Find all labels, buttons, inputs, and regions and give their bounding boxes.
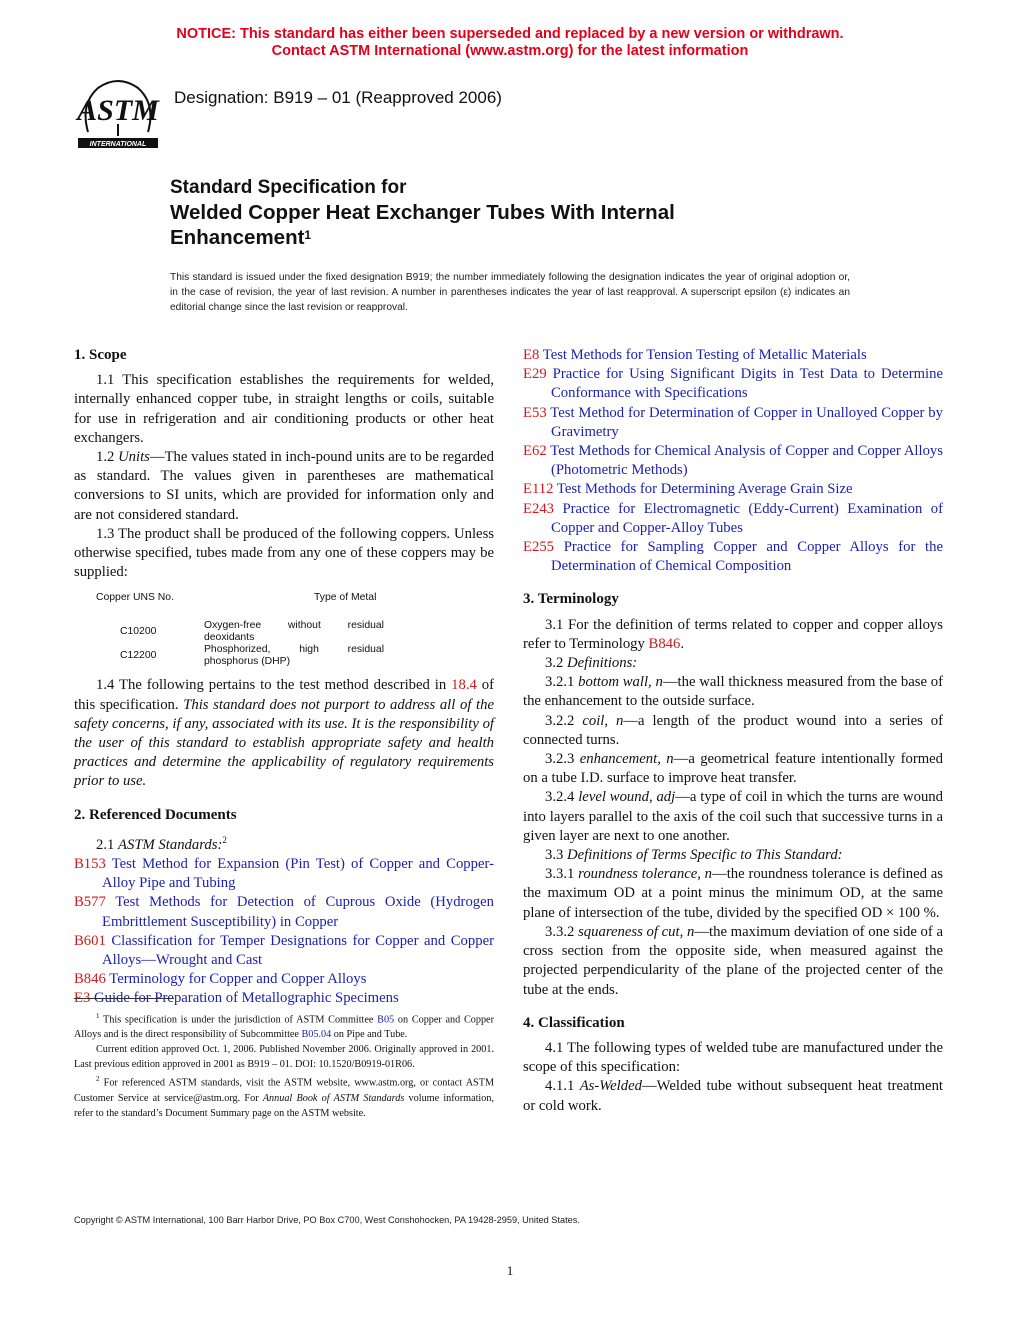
table-cell-type: Oxygen-free without residual deoxidants [204, 620, 384, 644]
definition-3-3-1: 3.3.1 roundness tolerance, n—the roundness tolerance is defined as the maximum OD at a point minus the minimum OD, at the same plane of intersection of the tube, divided by the specified OD × 100 %. [523, 866, 943, 921]
footnote-edition: Current edition approved Oct. 1, 2006. Published November 2006. Originally approved in 2001. Last previous edition approved in 2001 as B919 – 01. DOI: 10.1520/B0919-01R06. [74, 1044, 494, 1071]
definition-3-2-3: 3.2.3 enhancement, n—a geometrical feature intentionally formed on a tube I.D. surface to improve heat transfer. [523, 751, 944, 787]
footnote-1: $^1$ This specification is under the jurisdiction of ASTM Committee B05 on Copper and Copper Alloys and is the direct responsibility of Subcommittee B05.04 on Pipe and Tube. [74, 1012, 494, 1041]
reference-e3[interactable]: E3 Guide for Preparation of Metallographic Specimens [74, 990, 399, 1007]
paragraph-2-1: 2.1 ASTM Standards:$^2$ [96, 834, 227, 853]
reference-b601[interactable]: B601 Classification for Temper Designations for Copper and Copper Alloys—Wrought and Cast [74, 932, 495, 968]
table-cell-type: Phosphorized, high residual phosphorus (DHP) [204, 644, 384, 668]
section-heading-referenced-documents: 2. Referenced Documents [74, 806, 237, 823]
title-footnote-ref[interactable]: 1 [304, 228, 312, 242]
reference-e243[interactable]: E243 Practice for Electromagnetic (Eddy-Current) Examination of Copper and Copper-Alloy Tubes [523, 500, 943, 536]
footnotes [74, 1009, 494, 1121]
paragraph-1-2: 1.2 Units—The values stated in inch-pound units are to be regarded as standard. The values given in parentheses are mathematical conversions to SI units, which are provided for information only and are not considered standard. [74, 449, 494, 523]
footnote-divider [74, 998, 174, 999]
reference-e112[interactable]: E112 Test Methods for Determining Average Grain Size [523, 481, 853, 498]
table-header-type: Type of Metal [314, 592, 377, 604]
reference-b846[interactable]: B846 Terminology for Copper and Copper Alloys [74, 971, 367, 988]
reference-e53[interactable]: E53 Test Method for Determination of Copper in Unalloyed Copper by Gravimetry [523, 404, 943, 440]
section-heading-scope: 1. Scope [74, 347, 127, 363]
right-column [523, 346, 943, 1116]
title-line-1: Standard Specification for [170, 177, 407, 198]
designation: Designation: B919 – 01 (Reapproved 2006) [174, 88, 502, 107]
definition-3-2-2: 3.2.2 coil, n—a length of the product wound into a series of connected turns. [523, 712, 944, 748]
footnote-2: $^2$ For referenced ASTM standards, visit the ASTM website, www.astm.org, or contact ASTM Customer Service at service@astm.org. For Annual Book of ASTM Standards volume information, refer to the standard’s Document Summary page on the ASTM website. [74, 1075, 494, 1119]
section-heading-classification: 4. Classification [523, 1014, 625, 1031]
notice-line-1: NOTICE: This standard has either been superseded and replaced by a new version or withdrawn. [176, 26, 844, 42]
reference-e8[interactable]: E8 Test Methods for Tension Testing of Metallic Materials [523, 347, 867, 363]
left-column [74, 346, 494, 1009]
paragraph-4-1-1: 4.1.1 As-Welded—Welded tube without subsequent heat treatment or cold work. [523, 1078, 944, 1114]
definition-3-3-2: 3.3.2 squareness of cut, n—the maximum deviation of one side of a cross section from the opposite side, when measured against the projected perpendicularity of the plane of the projected center of the tube at the ends. [523, 923, 944, 998]
page-number: 1 [506, 1263, 514, 1278]
logo-subtitle: INTERNATIONAL [89, 141, 147, 148]
paragraph-3-1: 3.1 For the definition of terms related to copper and copper alloys refer to Terminology B846. [523, 616, 943, 652]
reference-e29[interactable]: E29 Practice for Using Significant Digits in Test Data to Determine Conformance with Specifications [523, 366, 944, 402]
reference-e62[interactable]: E62 Test Methods for Chemical Analysis of Copper and Copper Alloys (Photometric Methods) [523, 443, 943, 479]
copper-table [96, 592, 494, 668]
document-title [170, 175, 675, 250]
paragraph-3-3: 3.3 Definitions of Terms Specific to This Standard: [545, 847, 843, 864]
committee-link-b05[interactable]: B05 [377, 1014, 395, 1026]
section-heading-terminology: 3. Terminology [523, 591, 619, 608]
table-cell-uns: C10200 [120, 626, 157, 638]
copyright: Copyright © ASTM International, 100 Barr Harbor Drive, PO Box C700, West Conshohocken, PA 19428-2959, United States. [74, 1215, 580, 1225]
definition-3-2-1: 3.2.1 bottom wall, n—the wall thickness measured from the base of the enhancement to the outside surface. [523, 674, 943, 710]
paragraph-4-1: 4.1 The following types of welded tube are manufactured under the scope of this specification: [523, 1039, 943, 1076]
table-header-uns: Copper UNS No. [96, 592, 174, 604]
paragraph-1-3: 1.3 The product shall be produced of the following coppers. Unless otherwise specified, tubes made from any one of these coppers may be supplied: [74, 525, 494, 581]
table-row [96, 620, 494, 644]
title-line-3: Enhancement$^1$ [170, 226, 312, 249]
paragraph-1-1: 1.1 This specification establishes the requirements for welded, internally enhanced copper tube, in straight lengths or coils, suitable for use in refrigeration and air conditioning products or other heat exchangers. [74, 372, 494, 446]
supersession-notice [0, 26, 1020, 60]
paragraph-1-4: 1.4 The following pertains to the test method described in 18.4 of this specification. This standard does not purport to address all of the safety concerns, if any, associated with its use. It is the responsibility of the user of this standard to establish appropriate safety and health practices and determine the applicability of regulatory requirements prior to use. [74, 677, 494, 790]
title-line-2: Welded Copper Heat Exchanger Tubes With Internal [170, 201, 675, 224]
definition-3-2-4: 3.2.4 level wound, adj—a type of coil in which the turns are wound into layers parallel to the axis of the coil such that successive turns in a given layer are next to one another. [523, 789, 943, 844]
astm-logo-icon [74, 74, 162, 152]
table-cell-uns: C12200 [120, 650, 157, 662]
terminology-link-b846[interactable]: B846 [648, 635, 681, 652]
reference-b577[interactable]: B577 Test Methods for Detection of Cuprous Oxide (Hydrogen Embrittlement Susceptibility) in Copper [74, 894, 494, 930]
issued-note: This standard is issued under the fixed designation B919; the number immediately following the designation indicates the year of original adoption or, in the case of revision, the year of last revision. A number in parentheses indicates the year of last reapproval. A superscript epsilon (ε) indicates an editorial change since the last revision or reapproval. [170, 272, 850, 313]
logo-wordmark: ASTM [77, 94, 159, 127]
table-header-row [96, 592, 494, 620]
section-link-18-4[interactable]: 18.4 [451, 677, 477, 694]
reference-b153[interactable]: B153 Test Method for Expansion (Pin Test) of Copper and Copper-Alloy Pipe and Tubing [74, 855, 494, 892]
notice-line-2[interactable]: Contact ASTM International (www.astm.org) for the latest information [271, 43, 749, 59]
reference-e255[interactable]: E255 Practice for Sampling Copper and Copper Alloys for the Determination of Chemical Composition [523, 539, 944, 575]
table-row [96, 644, 494, 668]
subcommittee-link-b05-04[interactable]: B05.04 [301, 1029, 332, 1041]
paragraph-3-2: 3.2 Definitions: [545, 655, 638, 672]
